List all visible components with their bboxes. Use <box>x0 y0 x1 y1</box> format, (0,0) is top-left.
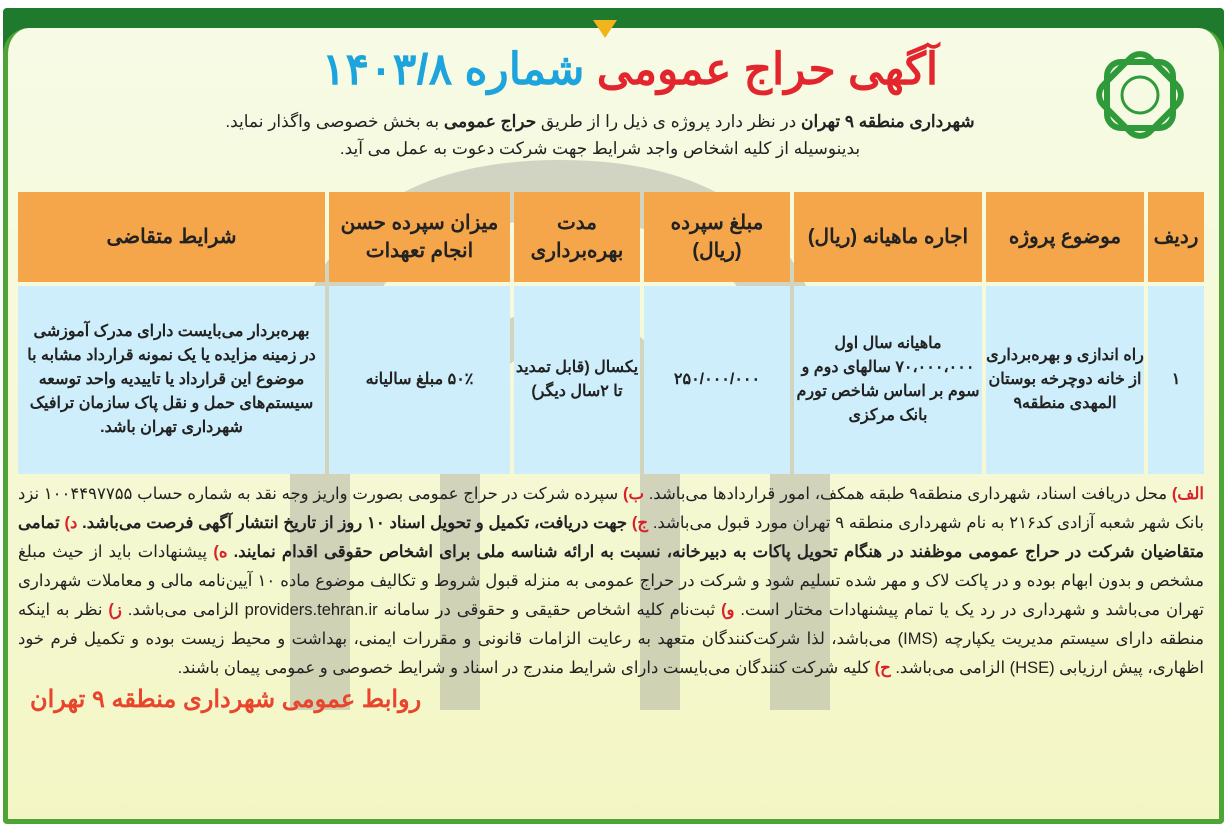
auction-table <box>14 188 1208 478</box>
clause-text: محل دریافت اسناد، شهرداری منطقه۹ طبقه همکف، امور قراردادها می‌باشد. <box>643 485 1172 503</box>
pointer-triangle-icon <box>593 20 617 38</box>
clause-marker: و) <box>721 601 735 619</box>
clause-text: تمامی متقاضیان شرکت در حراج عمومی موظفند در هنگام تحویل پاکات به دبیرخانه، نسبت به ارائه شناسه ملی برای اشخاص حقوقی اقدام نمایند. <box>18 514 1205 561</box>
intro-text <box>120 108 1080 162</box>
cell-applicant-conditions: بهره‌بردار می‌بایست دارای مدرک آموزشی در زمینه مزایده یا یک نمونه قرارداد مشابه با موضوع این قرارداد یا تاییدیه واحد توسعه سیستم‌های حمل و نقل پاک سازمان ترافیک شهرداری تهران باشد. <box>18 286 325 474</box>
content-flow <box>14 188 1208 715</box>
cell-deposit: ۲۵۰/۰۰۰/۰۰۰ <box>644 286 790 474</box>
clause-marker: ب) <box>622 485 644 503</box>
col-deposit: مبلغ سپرده (ریال) <box>644 192 790 282</box>
terms-paragraph <box>14 480 1208 683</box>
intro-line2: بدینوسیله از کلیه اشخاص واجد شرایط جهت شرکت دعوت به عمل می آید. <box>339 139 861 158</box>
clause-marker: د) <box>64 514 78 532</box>
col-monthly-rent: اجاره ماهیانه (ریال) <box>794 192 982 282</box>
tehran-municipality-logo-icon <box>1085 40 1195 150</box>
title-number: شماره ۱۴۰۳/۸ <box>321 45 585 94</box>
clause-text: نظر به اینکه منطقه دارای سیستم مدیریت یکپارچه (IMS) می‌باشد، لذا شرکت‌کنندگان متعهد به رعایت الزامات قانونی و مقررات ایمنی، بهداشت و محیط زیست بوده و تکمیل فرم خود اظهاری، پیش ارزیابی (HSE) الزامی می‌باشد. <box>18 601 1204 677</box>
ad-title <box>300 40 960 100</box>
table-row <box>18 286 1204 474</box>
col-row-number: ردیف <box>1148 192 1204 282</box>
intro-bold2: حراج عمومی <box>443 112 537 131</box>
clause-marker: ز) <box>108 601 122 619</box>
cell-project-subject: راه اندازی و بهره‌برداری از خانه دوچرخه بوستان المهدی منطقه۹ <box>986 286 1144 474</box>
clause-text: کلیه شرکت کنندگان می‌بایست دارای شرایط مندرج در اسناد و شرایط خصوصی و عمومی پیمان باشند. <box>177 659 875 677</box>
title-main: آگهی حراج عمومی <box>596 45 939 94</box>
footer-signature: روابط عمومی شهرداری منطقه ۹ تهران <box>30 686 422 713</box>
intro-text2: به بخش خصوصی واگذار نماید. <box>225 112 444 131</box>
intro-bold1: شهرداری منطقه ۹ تهران <box>800 112 975 131</box>
clause-text: سپرده شرکت در حراج عمومی بصورت واریز وجه نقد به شماره حساب ۱۰۰۴۴۹۷۷۵۵ نزد بانک شهر شعبه آزادی کد۲۱۶ به نام شهرداری منطقه ۹ تهران مورد قبول می‌باشد. <box>18 485 1204 532</box>
clause-text: جهت دریافت، تکمیل و تحویل اسناد ۱۰ روز از تاریخ انتشار آگهی فرصت می‌باشد. <box>77 514 632 532</box>
cell-performance-deposit: ۵۰٪ مبلغ سالیانه <box>329 286 510 474</box>
clause-marker: الف) <box>1171 485 1204 503</box>
col-performance-deposit: میزان سپرده حسن انجام تعهدات <box>329 192 510 282</box>
cell-row-number: ۱ <box>1148 286 1204 474</box>
table-header-row <box>18 192 1204 282</box>
col-applicant-conditions: شرایط متقاضی <box>18 192 325 282</box>
col-project-subject: موضوع پروژه <box>986 192 1144 282</box>
cell-duration: یکسال (قابل تمدید تا ۲سال دیگر) <box>514 286 640 474</box>
clause-marker: ح) <box>874 659 891 677</box>
clause-marker: ه) <box>213 543 228 561</box>
clause-text: پیشنهادات باید از حیث مبلغ مشخص و بدون ابهام بوده و در پاکت لاک و مهر شده تسلیم شود و شرکت در حراج عمومی به منزله قبول شروط و تکالیف موضوع ماده ۱۰ آیین‌نامه مالی و معاملات شهرداری تهران می‌باشد و شهرداری در رد یک یا تمام پیشنهادات مختار است. <box>18 543 1205 619</box>
clause-marker: ج) <box>631 514 649 532</box>
clause-text: ثبت‌نام کلیه اشخاص حقیقی و حقوقی در سامانه providers.tehran.ir الزامی می‌باشد. <box>121 601 722 619</box>
cell-monthly-rent: ماهیانه سال اول ۷۰،۰۰۰،۰۰۰ سالهای دوم و سوم بر اساس شاخص تورم بانک مرکزی <box>794 286 982 474</box>
intro-text1: در نظر دارد پروژه ی ذیل را از طریق <box>536 112 801 131</box>
col-duration: مدت بهره‌برداری <box>514 192 640 282</box>
